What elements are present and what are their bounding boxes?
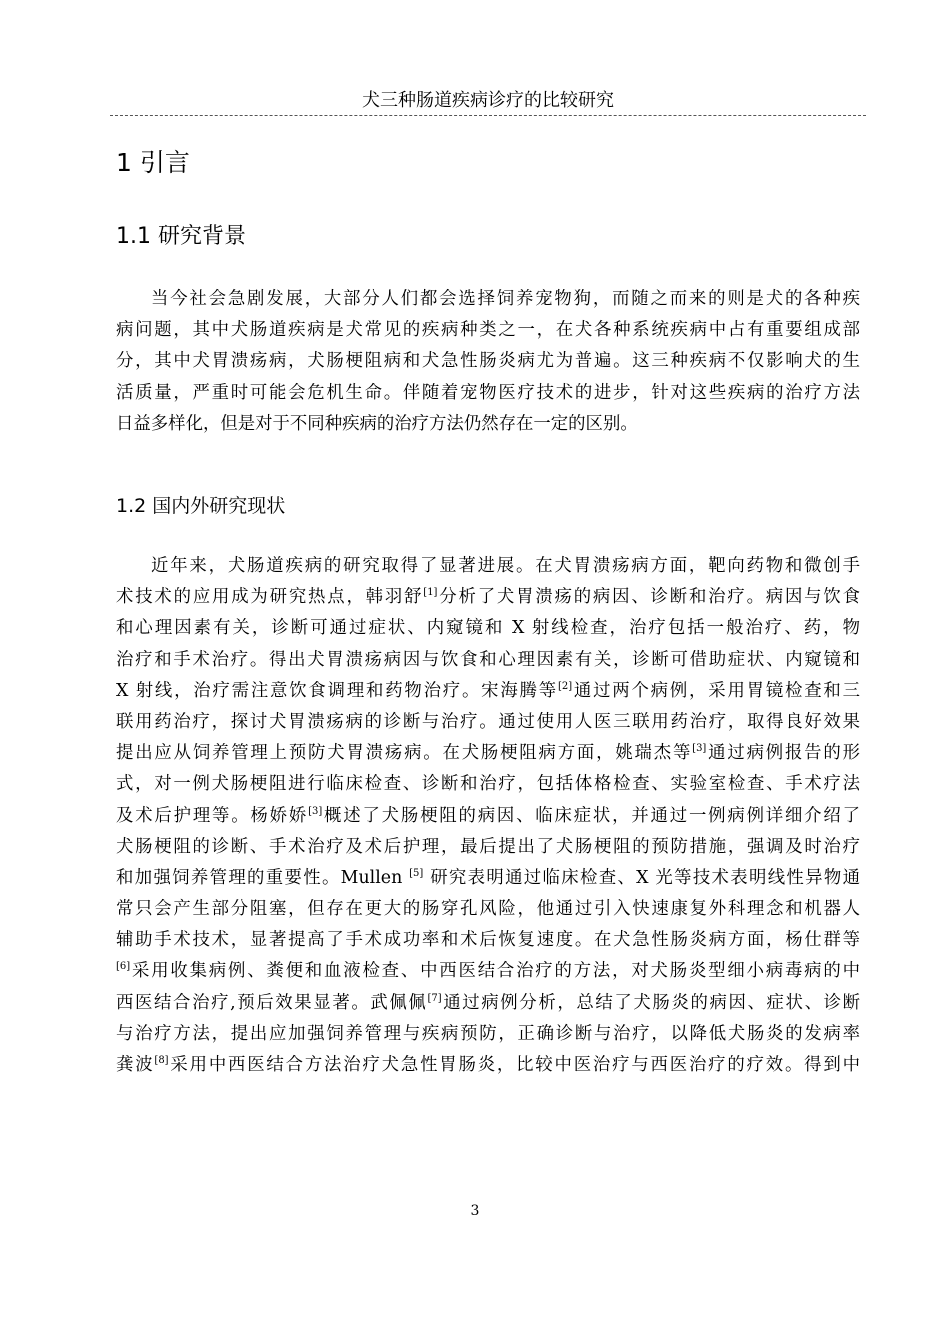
paragraph-line: 提出应从饲养管理上预防犬胃溃疡病。在犬肠梗阻病方面，姚瑞杰等[3]通过病例报告的形 — [116, 743, 860, 764]
paragraph-line: [6]采用收集病例、粪便和血液检查、中西医结合治疗的方法，对犬肠炎型细小病毒病的中 — [116, 961, 860, 982]
paragraph-line: 及术后护理等。杨娇娇[3]概述了犬肠梗阻的病因、临床症状，并通过一例病例详细介绍了 — [116, 805, 860, 826]
paragraph-line: 西医结合治疗,预后效果显著。武佩佩[7]通过病例分析，总结了犬肠炎的病因、症状、诊断 — [116, 992, 860, 1013]
citation-marker: [5] — [409, 868, 424, 880]
paragraph-line: 常只会产生部分阻塞，但存在更大的肠穿孔风险，他通过引入快速康复外科理念和机器人 — [116, 899, 860, 920]
paragraph-line: 和加强饲养管理的重要性。Mullen [5] 研究表明通过临床检查、X 光等技术表明线性异物通 — [116, 867, 860, 888]
paragraph-background — [116, 284, 860, 440]
paragraph-line: 和心理因素有关，诊断可通过症状、内窥镜和 X 射线检查，治疗包括一般治疗、药，物 — [116, 618, 860, 639]
paragraph-line: 与治疗方法，提出应加强饲养管理与疾病预防，正确诊断与治疗，以降低犬肠炎的发病率 — [116, 1023, 860, 1044]
paragraph-line: 分，其中犬胃溃疡病，犬肠梗阻病和犬急性肠炎病尤为普遍。这三种疾病不仅影响犬的生 — [116, 351, 860, 372]
header-rule — [110, 115, 866, 116]
section-title-research-status: 1.2 国内外研究现状 — [116, 495, 286, 517]
paragraph-line: 日益多样化，但是对于不同种疾病的治疗方法仍然存在一定的区别。 — [116, 413, 638, 434]
citation-marker: [6] — [116, 961, 131, 973]
citation-marker: [1] — [423, 587, 438, 599]
paragraph-line: 活质量，严重时可能会危机生命。伴随着宠物医疗技术的进步，针对这些疾病的治疗方法 — [116, 382, 860, 403]
paragraph-research-status — [116, 551, 860, 1081]
page-number: 3 — [470, 1203, 480, 1219]
paragraph-line: 术技术的应用成为研究热点，韩羽舒[1]分析了犬胃溃疡的病因、诊断和治疗。病因与饮食 — [116, 587, 860, 608]
paragraph-line: 犬肠梗阻的诊断、手术治疗及术后护理，最后提出了犬肠梗阻的预防措施，强调及时治疗 — [116, 836, 860, 857]
paragraph-line: 近年来，犬肠道疾病的研究取得了显著进展。在犬胃溃疡病方面，靶向药物和微创手 — [151, 556, 860, 576]
citation-marker: [8] — [154, 1055, 169, 1067]
citation-marker: [7] — [427, 992, 442, 1004]
paragraph-line: 辅助手术技术，显著提高了手术成功率和术后恢复速度。在犬急性肠炎病方面，杨仕群等 — [116, 930, 860, 951]
section-title-background: 1.1 研究背景 — [116, 224, 246, 249]
paragraph-line: 当今社会急剧发展，大部分人们都会选择饲养宠物狗，而随之而来的则是犬的各种疾 — [151, 289, 860, 309]
paragraph-line: 联用药治疗，探讨犬胃溃疡病的诊断与治疗。通过使用人医三联用药治疗，取得良好效果 — [116, 711, 860, 732]
paragraph-line: 病问题，其中犬肠道疾病是犬常见的疾病种类之一，在犬各种系统疾病中占有重要组成部 — [116, 320, 860, 341]
running-header: 犬三种肠道疾病诊疗的比较研究 — [362, 90, 614, 111]
paragraph-line: 龚波[8]采用中西医结合方法治疗犬急性胃肠炎，比较中医治疗与西医治疗的疗效。得到中 — [116, 1055, 860, 1075]
paragraph-line: X 射线，治疗需注意饮食调理和药物治疗。宋海腾等[2]通过两个病例，采用胃镜检查和三 — [116, 680, 860, 701]
citation-marker: [2] — [557, 680, 573, 692]
citation-marker: [3] — [308, 805, 323, 817]
paragraph-line: 治疗和手术治疗。得出犬胃溃疡病因与饮食和心理因素有关，诊断可借助症状、内窥镜和 — [116, 649, 860, 670]
chapter-title: 1 引言 — [116, 148, 190, 177]
citation-marker: [3] — [692, 743, 707, 755]
paragraph-line: 式，对一例犬肠梗阻进行临床检查、诊断和治疗，包括体格检查、实验室检查、手术疗法 — [116, 774, 860, 795]
